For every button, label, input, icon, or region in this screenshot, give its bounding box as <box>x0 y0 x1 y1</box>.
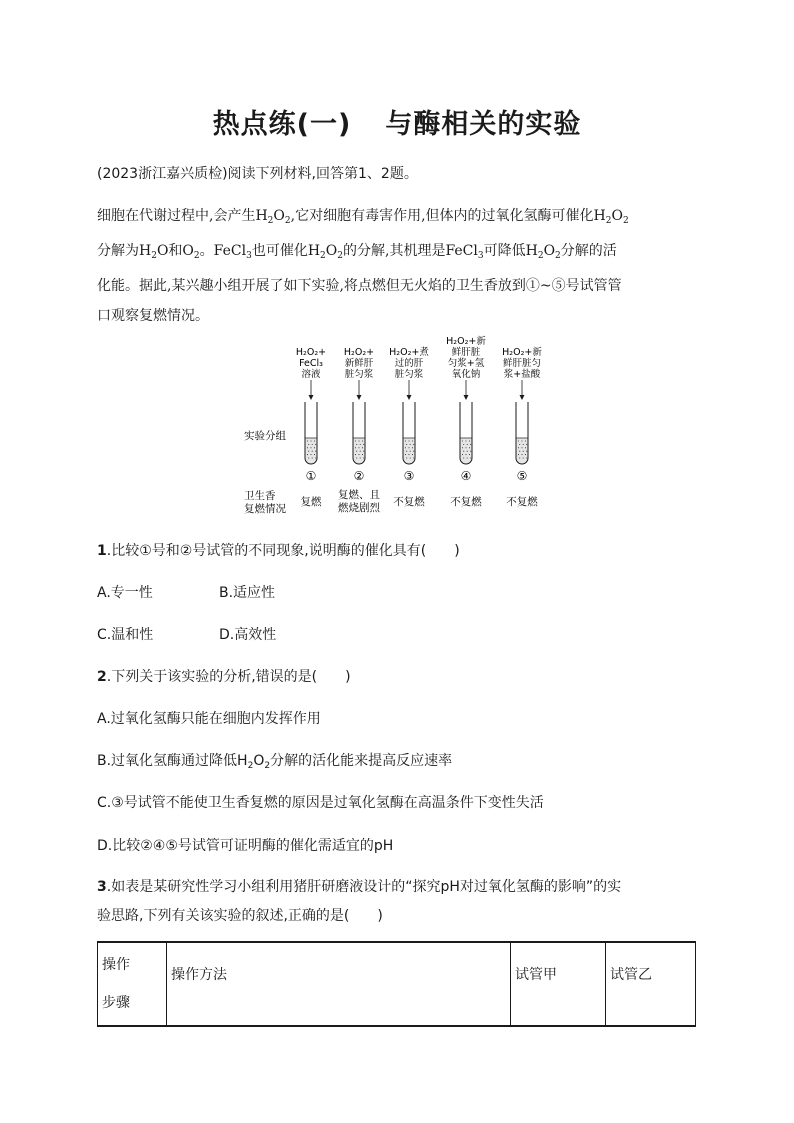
tube-3-label-line: H₂O₂+煮 <box>389 347 429 358</box>
tube-2-result: 复燃、且 <box>338 489 380 501</box>
tube-4-liquid-dot <box>465 440 466 441</box>
header-tube-a: 试管甲 <box>511 942 606 1026</box>
intro-source: (2023浙江嘉兴质检)阅读下列材料,回答第1、2题。 <box>97 166 418 182</box>
tube-3-liquid-dot <box>412 447 413 448</box>
tube-5-liquid-dot <box>519 451 520 452</box>
tube-5-liquid-dot <box>521 440 522 441</box>
tube-3-liquid-dot <box>408 454 409 455</box>
tube-2-liquid-dot <box>355 447 356 448</box>
tube-1-liquid-dot <box>315 457 316 458</box>
experiment-figure <box>236 330 566 514</box>
tube-2-liquid-dot <box>363 457 364 458</box>
tube-3-liquid-dot <box>413 457 414 458</box>
tube-4-label-line: H₂O₂+新 <box>446 336 486 347</box>
q1-option-d: D.高效性 <box>219 627 277 643</box>
tube-2-liquid-dot <box>363 444 364 445</box>
tube-5-label-line: 鲜肝脏匀 <box>502 358 542 369</box>
title-part1: 热点练(一) <box>212 109 352 140</box>
tube-1-liquid-dot <box>308 444 309 445</box>
tube-4-liquid-dot <box>463 451 464 452</box>
material-line-4: 口观察复燃情况。 <box>97 308 209 324</box>
tube-2-liquid-dot <box>358 447 359 448</box>
tube-2-liquid-dot <box>356 451 357 452</box>
tube-3-label-line: 过的肝 <box>394 358 424 369</box>
tube-4-liquid-dot <box>469 454 470 455</box>
tube-1-liquid-dot <box>314 454 315 455</box>
tube-3-liquid-dot <box>405 447 406 448</box>
tube-4-liquid-dot <box>469 447 470 448</box>
tube-4-liquid-dot <box>470 451 471 452</box>
tube-5-liquid-dot <box>523 444 524 445</box>
tube-2-liquid-dot <box>362 440 363 441</box>
tube-4-result: 不复燃 <box>450 496 482 508</box>
tube-3-arrow-head <box>407 395 412 400</box>
tube-2-liquid-dot <box>355 440 356 441</box>
tube-3-liquid-dot <box>413 451 414 452</box>
tube-1-liquid-dot <box>312 444 313 445</box>
tube-3-liquid-dot <box>408 447 409 448</box>
tube-3-liquid-dot <box>405 440 406 441</box>
result-label-2: 复燃情况 <box>244 503 286 514</box>
question-1-number: 1 <box>97 543 107 559</box>
tube-2-liquid-dot <box>360 451 361 452</box>
page-title <box>0 102 794 141</box>
tube-3-number: ③ <box>403 469 415 483</box>
tube-4-liquid-dot <box>467 451 468 452</box>
tube-5-liquid-dot <box>521 454 522 455</box>
tube-4-liquid-dot <box>470 457 471 458</box>
tube-4-liquid-dot <box>465 454 466 455</box>
operations-table <box>97 941 696 1027</box>
tube-3-liquid-dot <box>412 454 413 455</box>
tube-4-label-line: 鲜肝脏 <box>451 347 481 358</box>
tube-2-liquid-dot <box>358 454 359 455</box>
tube-4-liquid-dot <box>462 447 463 448</box>
tube-1-number: ① <box>305 469 317 483</box>
tube-2-number: ② <box>353 469 365 483</box>
tube-4-liquid-dot <box>462 440 463 441</box>
tube-4-liquid-dot <box>465 447 466 448</box>
q2-option-a: A.过氧化氢酶只能在细胞内发挥作用 <box>97 711 321 727</box>
material-paragraph <box>97 201 702 331</box>
tube-5-liquid-dot <box>519 444 520 445</box>
tube-5-liquid-dot <box>518 440 519 441</box>
tube-5-liquid-dot <box>518 447 519 448</box>
tube-4-label-line: 匀浆+氢 <box>447 358 485 369</box>
title-part2: 与酶相关的实验 <box>385 109 582 140</box>
tube-5-liquid-dot <box>525 447 526 448</box>
question-2 <box>97 666 351 686</box>
tube-3-liquid-dot <box>410 451 411 452</box>
material-line-1: 细胞在代谢过程中,会产生$H_2O_2$,它对细胞有毒害作用,但体内的过氧化氢酶可催化$H_2O_2$ <box>97 208 629 226</box>
tube-4-liquid-dot <box>470 444 471 445</box>
tube-4-liquid-dot <box>467 457 468 458</box>
tube-1-liquid-dot <box>312 457 313 458</box>
question-1 <box>97 540 460 560</box>
tube-2-arrow-head <box>357 395 362 400</box>
tube-2-liquid-dot <box>356 444 357 445</box>
question-3 <box>97 876 621 896</box>
tube-3-liquid-dot <box>405 454 406 455</box>
tube-4-liquid-dot <box>467 444 468 445</box>
tube-1-label-line: H₂O₂+ <box>295 347 327 358</box>
tube-3-liquid-dot <box>410 457 411 458</box>
question-2-number: 2 <box>97 669 107 685</box>
tube-4-liquid-dot <box>463 444 464 445</box>
tube-5-liquid-dot <box>519 457 520 458</box>
tube-5-label-line: H₂O₂+新 <box>502 347 542 358</box>
tube-1-liquid-dot <box>310 447 311 448</box>
header-step: 操作 步骤 <box>98 942 167 1026</box>
tube-3-result: 不复燃 <box>393 496 425 508</box>
material-line-3: 化能。据此,某兴趣小组开展了如下实验,将点燃但无火焰的卫生香放到①~⑤号试管管 <box>97 278 622 294</box>
tube-5-liquid-dot <box>526 451 527 452</box>
tube-1-liquid-dot <box>310 440 311 441</box>
tube-5-arrow-head <box>520 395 525 400</box>
tube-1-liquid-dot <box>307 454 308 455</box>
tube-5-liquid-dot <box>525 454 526 455</box>
q2-option-d: D.比较②④⑤号试管可证明酶的催化需适宜的pH <box>97 838 394 854</box>
header-tube-b: 试管乙 <box>606 942 696 1026</box>
tube-5-liquid-dot <box>525 440 526 441</box>
tube-2-liquid-dot <box>358 440 359 441</box>
q2-option-b: B.过氧化氢酶通过降低$H_2O_2$分解的活化能来提高反应速率 <box>97 753 453 771</box>
tube-2-label-line: 新鲜肝 <box>344 358 374 369</box>
tube-4-number: ④ <box>460 469 472 483</box>
tube-2-liquid-dot <box>356 457 357 458</box>
result-label-1: 卫生香 <box>244 490 276 502</box>
tube-5-liquid-dot <box>523 457 524 458</box>
tube-5-liquid-dot <box>523 451 524 452</box>
q1-option-b: B.适应性 <box>219 585 276 601</box>
tube-2-label-line: 脏匀浆 <box>344 369 374 380</box>
tube-3-liquid-dot <box>408 440 409 441</box>
tube-3-liquid-dot <box>406 444 407 445</box>
tube-3-liquid-dot <box>406 451 407 452</box>
tube-2-liquid-dot <box>360 444 361 445</box>
tube-5-number: ⑤ <box>516 469 528 483</box>
tube-3-label-line: 脏匀浆 <box>394 369 424 380</box>
tube-1-label-line: 溶液 <box>301 369 321 380</box>
question-3-line-1: .如表是某研究性学习小组利用猪肝研磨液设计的“探究pH对过氧化氢酶的影响”的实 <box>106 879 622 895</box>
q1-option-c: C.温和性 <box>97 627 154 643</box>
tube-1-liquid-dot <box>308 451 309 452</box>
tube-2-liquid-dot <box>355 454 356 455</box>
tube-2-liquid-dot <box>363 451 364 452</box>
tube-2-liquid-dot <box>362 447 363 448</box>
question-3-number: 3 <box>97 879 107 895</box>
tube-2-label-line: H₂O₂+ <box>343 347 375 358</box>
tube-1-liquid-dot <box>314 440 315 441</box>
question-2-text: .下列关于该实验的分析,错误的是( ) <box>106 669 351 685</box>
tube-5-liquid-dot <box>526 457 527 458</box>
tube-1-liquid-dot <box>310 454 311 455</box>
tube-1-liquid-dot <box>315 451 316 452</box>
tube-1-arrow-head <box>309 395 314 400</box>
tube-2-liquid-dot <box>362 454 363 455</box>
question-1-text: .比较①号和②号试管的不同现象,说明酶的催化具有( ) <box>106 543 460 559</box>
tube-2-liquid-dot <box>360 457 361 458</box>
q1-option-a: A.专一性 <box>97 585 153 601</box>
table-header-row <box>98 942 696 1026</box>
tube-4-arrow-head <box>464 395 469 400</box>
tube-5-liquid-dot <box>526 444 527 445</box>
tube-1-label-line: FeCl₃ <box>299 358 323 369</box>
tube-1-result: 复燃 <box>300 496 322 508</box>
tube-1-liquid-dot <box>307 447 308 448</box>
header-method: 操作方法 <box>167 942 511 1026</box>
tube-1-liquid-dot <box>314 447 315 448</box>
tube-4-liquid-dot <box>463 457 464 458</box>
tube-5-result: 不复燃 <box>506 496 538 508</box>
tube-4-liquid-dot <box>462 454 463 455</box>
group-label: 实验分组 <box>244 430 286 442</box>
tube-3-liquid-dot <box>410 444 411 445</box>
question-3-line-2: 验思路,下列有关该实验的叙述,正确的是( ) <box>97 908 383 924</box>
tube-5-liquid-dot <box>521 447 522 448</box>
tube-1-liquid-dot <box>308 457 309 458</box>
tube-3-liquid-dot <box>413 444 414 445</box>
tube-5-liquid-dot <box>518 454 519 455</box>
tube-2-result: 燃烧剧烈 <box>338 502 380 514</box>
q2-option-c: C.③号试管不能使卫生香复燃的原因是过氧化氢酶在高温条件下变性失活 <box>97 795 544 811</box>
tube-5-label-line: 浆+盐酸 <box>503 369 541 380</box>
tube-1-liquid-dot <box>315 444 316 445</box>
tube-3-liquid-dot <box>412 440 413 441</box>
tube-4-liquid-dot <box>469 440 470 441</box>
tube-3-liquid-dot <box>406 457 407 458</box>
material-line-2: 分解为$H_2O$和$O_2$。FeCl$_3$也可催化$H_2O_2$的分解,其机理是FeCl$_3$可降低$H_2O_2$分解的活 <box>97 243 617 261</box>
tube-4-label-line: 氧化钠 <box>451 369 481 380</box>
tube-1-liquid-dot <box>312 451 313 452</box>
tube-1-liquid-dot <box>307 440 308 441</box>
